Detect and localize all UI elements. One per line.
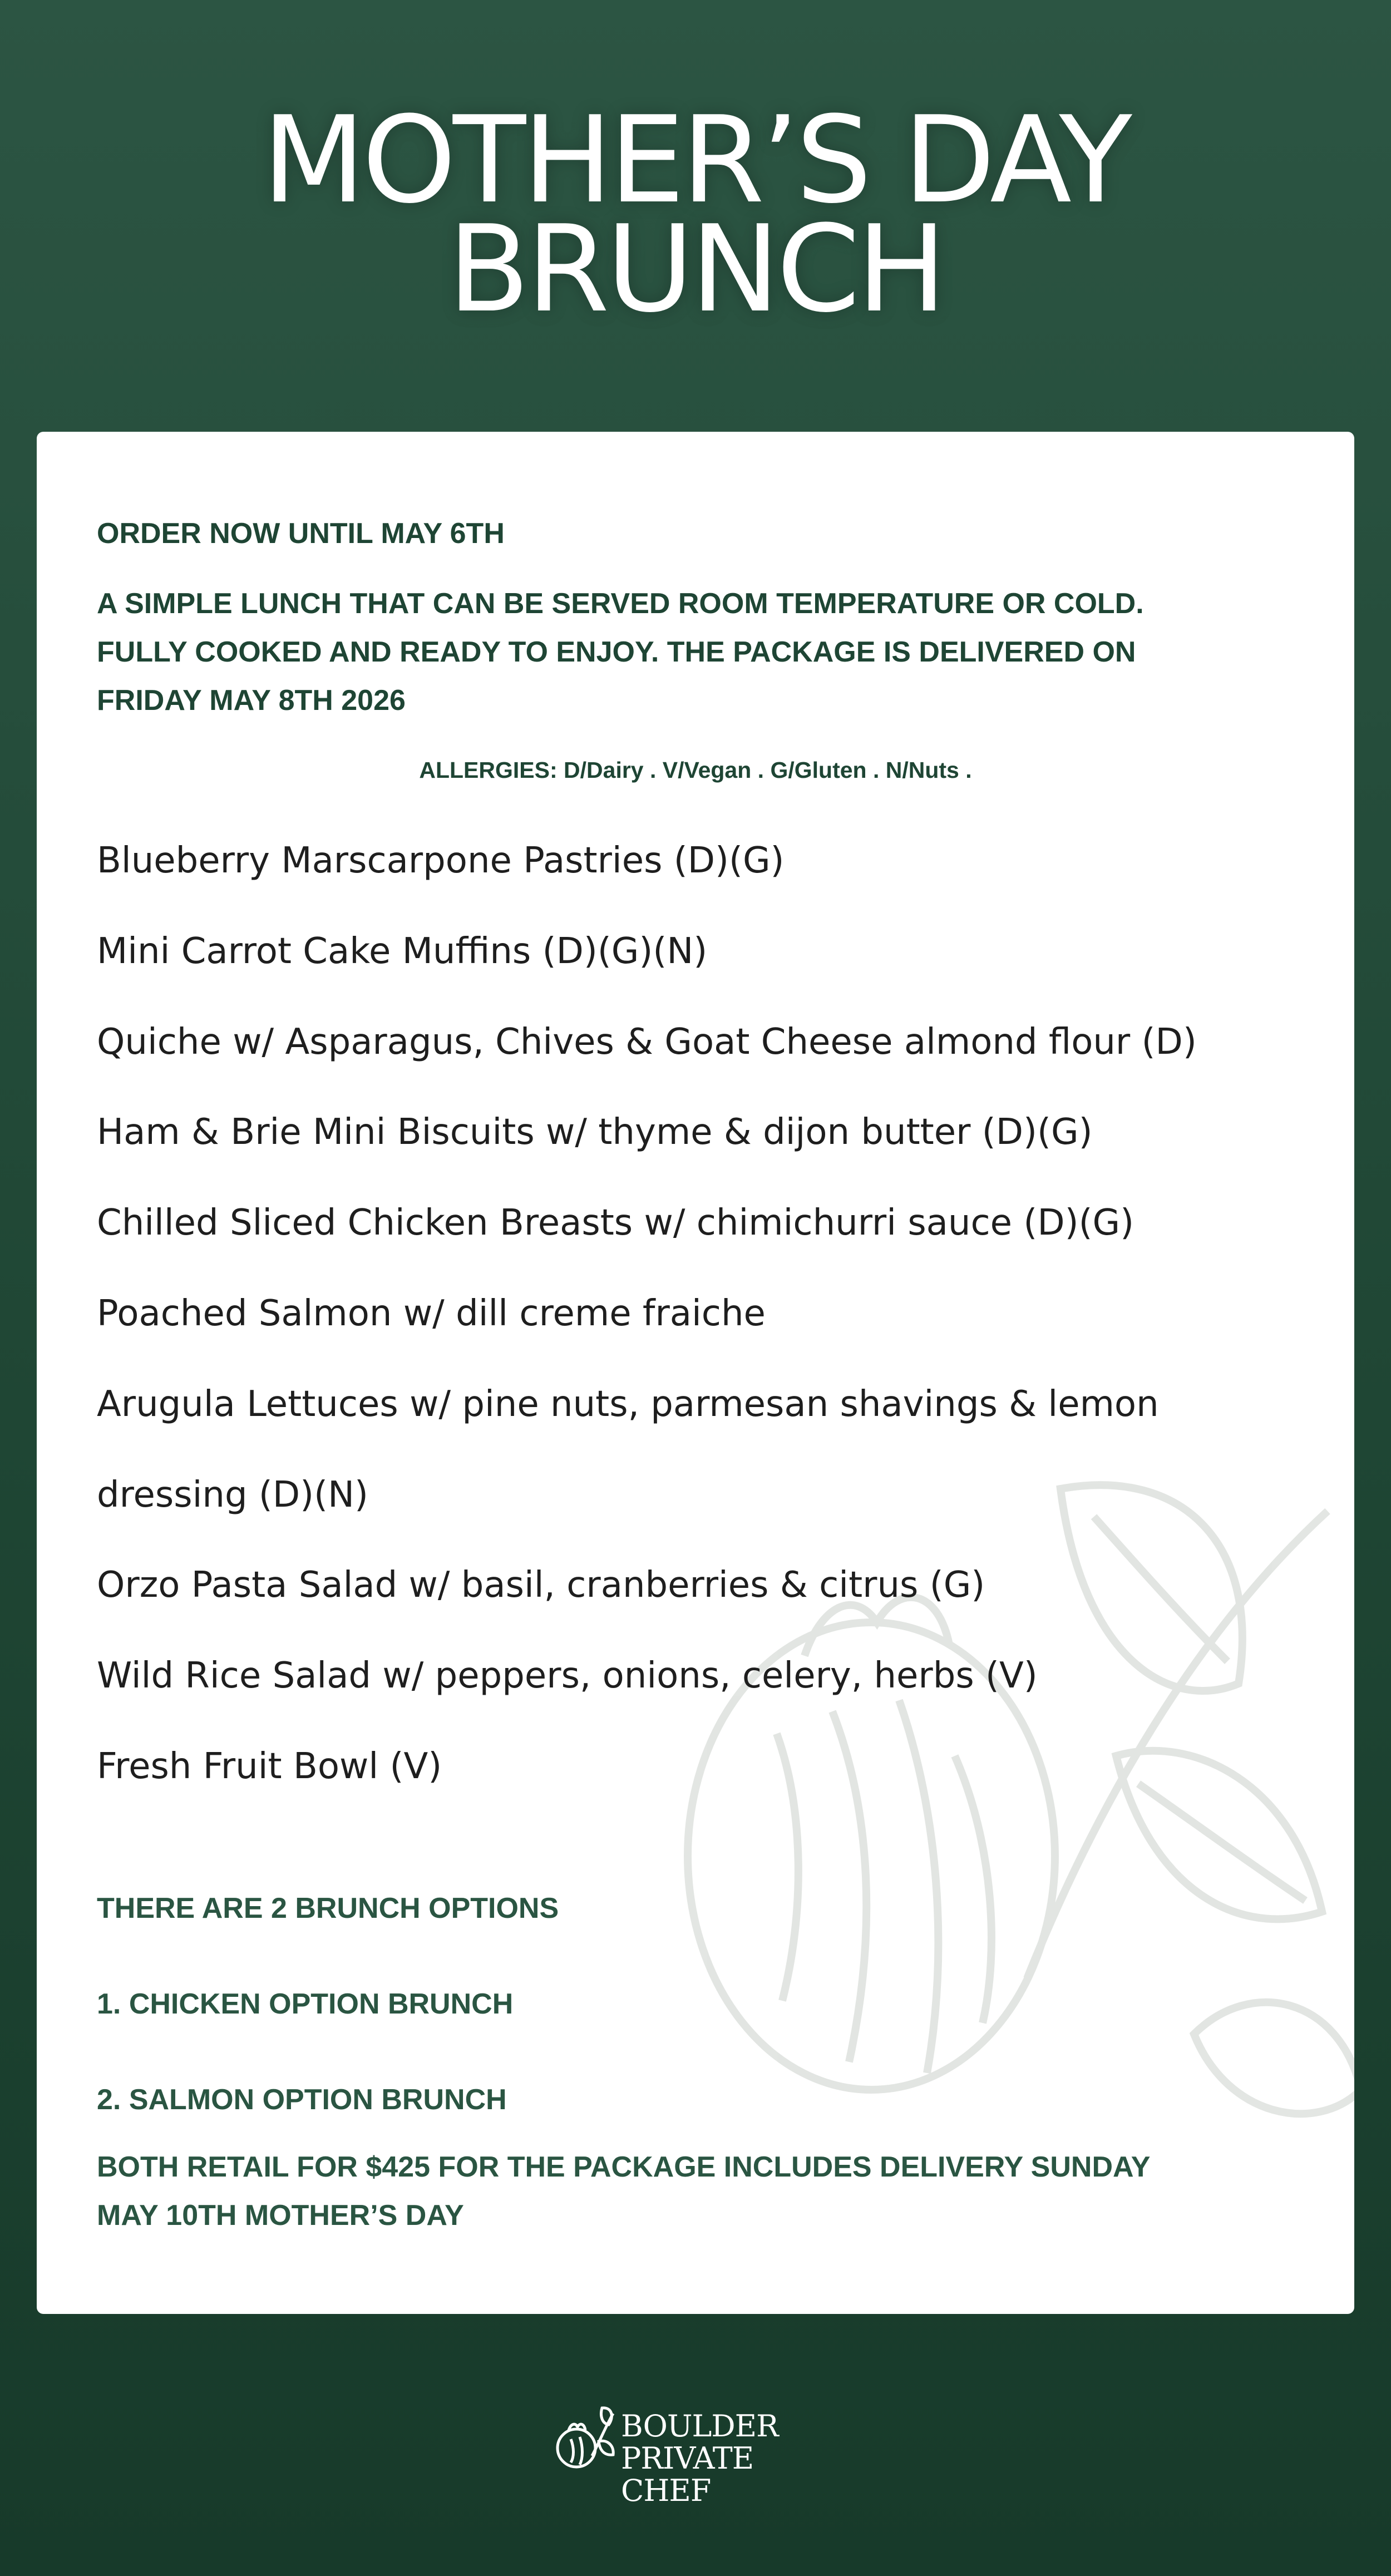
retail-line: BOTH RETAIL FOR $425 FOR THE PACKAGE INCLUDES DELIVERY SUNDAY xyxy=(97,2151,1151,2183)
intro-line: FRIDAY MAY 8TH 2026 xyxy=(97,684,406,717)
title-line-2: BRUNCH xyxy=(447,199,944,339)
menu-item: Blueberry Marscarpone Pastries (D)(G) xyxy=(97,840,785,881)
menu-item: Orzo Pasta Salad w/ basil, cranberries & citrus (G) xyxy=(97,1565,985,1606)
menu-item: Quiche w/ Asparagus, Chives & Goat Cheese almond flour (D) xyxy=(97,1021,1197,1063)
menu-item: Chilled Sliced Chicken Breasts w/ chimichurri sauce (D)(G) xyxy=(97,1202,1134,1244)
intro-line: A SIMPLE LUNCH THAT CAN BE SERVED ROOM TEMPERATURE OR COLD. xyxy=(97,588,1144,620)
order-deadline: ORDER NOW UNTIL MAY 6TH xyxy=(97,517,505,550)
brand-name xyxy=(621,2410,838,2507)
menu-list xyxy=(97,816,1197,1812)
intro-line: FULLY COOKED AND READY TO ENJOY. THE PACKAGE IS DELIVERED ON xyxy=(97,636,1136,668)
menu-card xyxy=(37,432,1354,2314)
menu-item: Fresh Fruit Bowl (V) xyxy=(97,1745,442,1787)
title-line-1: MOTHER’S DAY xyxy=(262,90,1129,230)
option-salmon: 2. SALMON OPTION BRUNCH xyxy=(97,2084,507,2116)
option-chicken: 1. CHICKEN OPTION BRUNCH xyxy=(97,1988,514,2020)
menu-item: Wild Rice Salad w/ peppers, onions, celery, herbs (V) xyxy=(97,1655,1038,1697)
options-heading: THERE ARE 2 BRUNCH OPTIONS xyxy=(97,1892,559,1924)
retail-info xyxy=(97,2143,1288,2240)
brand-line-2: PRIVATE CHEF xyxy=(621,2441,754,2508)
brand-line-1: BOULDER xyxy=(621,2409,778,2444)
menu-item: Ham & Brie Mini Biscuits w/ thyme & dijon butter (D)(G) xyxy=(97,1112,1093,1153)
brunch-options xyxy=(97,1861,559,2148)
menu-item: Poached Salmon w/ dill creme fraiche xyxy=(97,1292,766,1334)
pomegranate-icon xyxy=(549,2402,615,2480)
menu-item: dressing (D)(N) xyxy=(97,1474,368,1516)
allergies-legend: ALLERGIES: D/Dairy . V/Vegan . G/Gluten . N/Nuts . xyxy=(419,757,972,783)
page-title xyxy=(0,90,1391,339)
intro-text xyxy=(97,580,1288,725)
retail-line: MAY 10TH MOTHER’S DAY xyxy=(97,2199,464,2232)
menu-item: Mini Carrot Cake Muffins (D)(G)(N) xyxy=(97,930,708,972)
menu-item: Arugula Lettuces w/ pine nuts, parmesan shavings & lemon xyxy=(97,1383,1159,1425)
brand-logo xyxy=(549,2402,838,2508)
